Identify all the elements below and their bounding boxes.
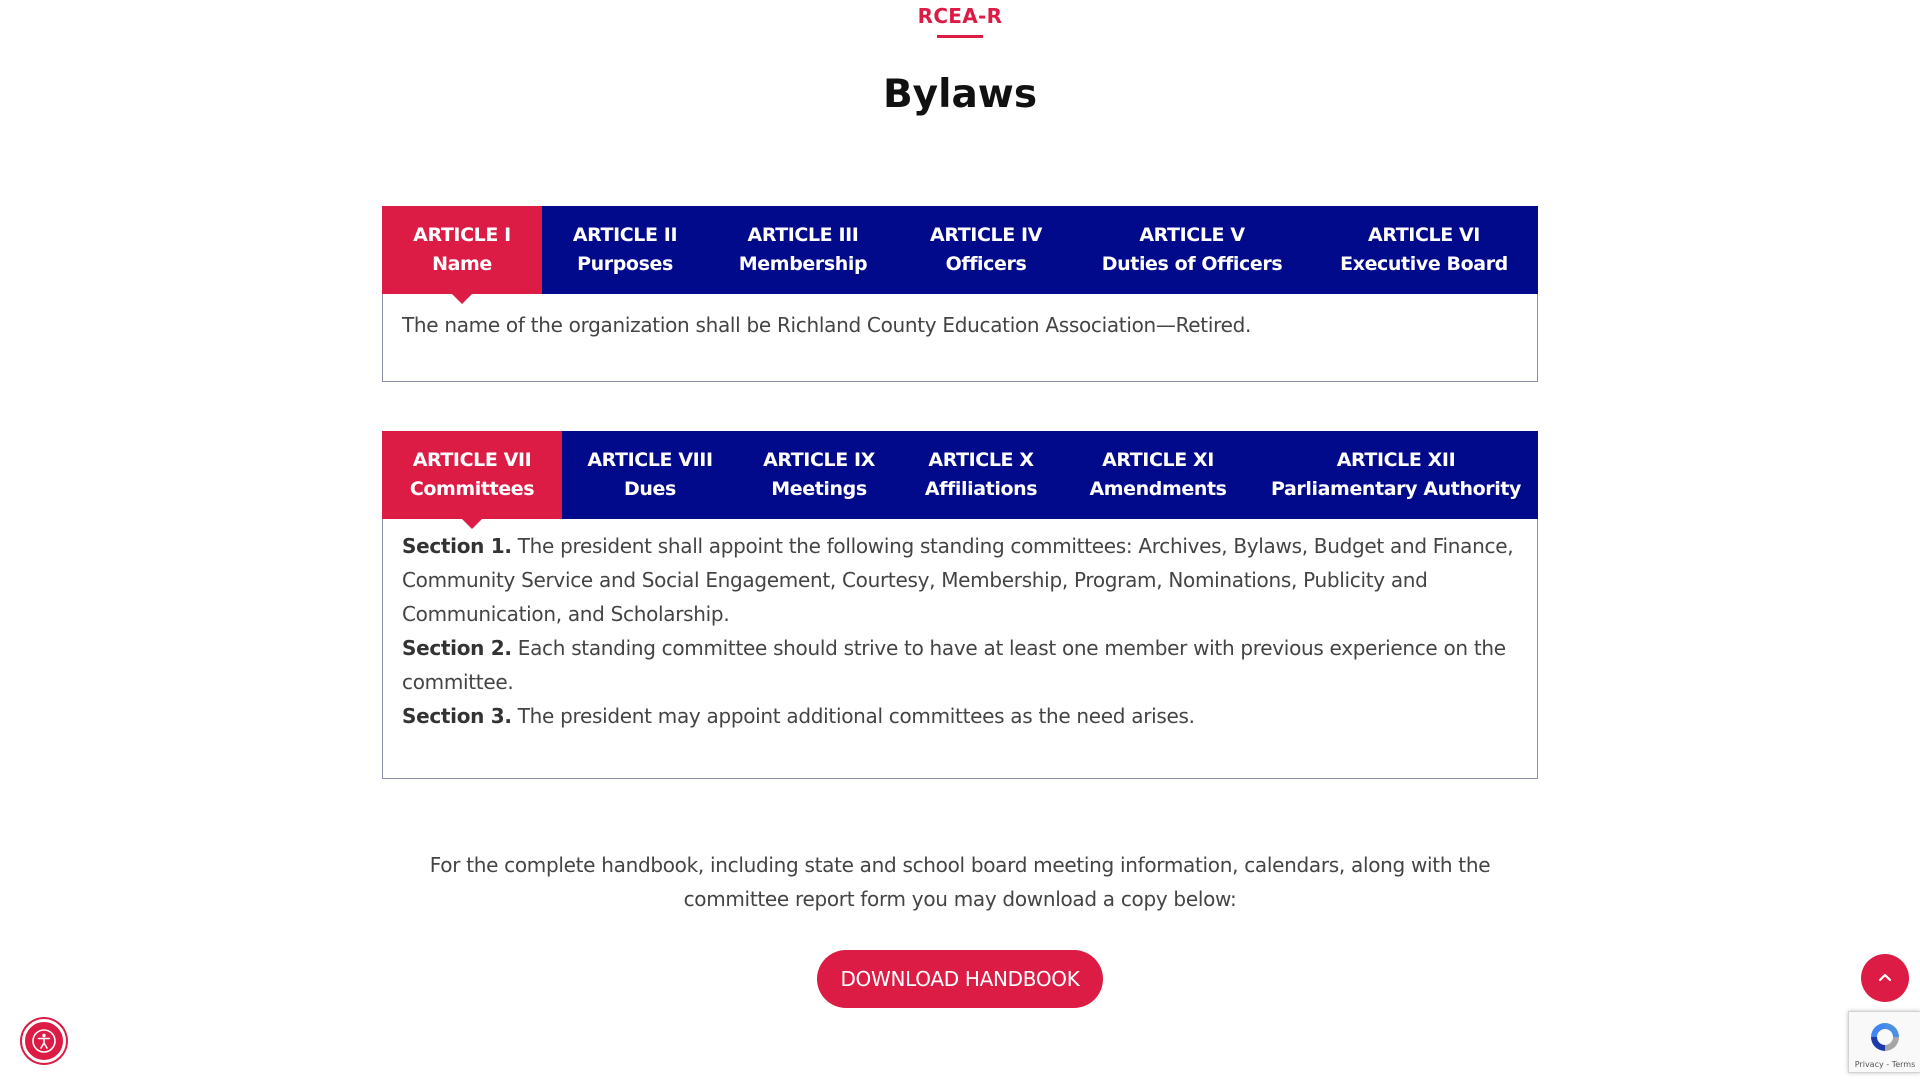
section-text: Each standing committee should strive to have at least one member with previous experience on the committee. — [402, 636, 1506, 694]
accessibility-icon — [31, 1028, 57, 1054]
download-handbook-button[interactable]: DOWNLOAD HANDBOOK — [817, 950, 1103, 1008]
recaptcha-badge[interactable] — [1848, 1011, 1920, 1073]
tab-article-number: ARTICLE VII — [412, 449, 532, 471]
tab-article-2[interactable] — [542, 206, 708, 294]
tab-article-title: Affiliations — [924, 478, 1038, 500]
chevron-up-icon — [1877, 970, 1893, 986]
tab-article-number: ARTICLE I — [413, 224, 511, 246]
tab-article-title: Name — [432, 253, 492, 275]
tab-article-number: ARTICLE IX — [763, 449, 875, 471]
tab-article-3[interactable] — [708, 206, 898, 294]
bylaws-tabs-group-1 — [382, 206, 1538, 382]
tab-article-number: ARTICLE X — [928, 449, 1034, 471]
tab-article-number: ARTICLE VIII — [587, 449, 713, 471]
section-text: The president shall appoint the following standing committees: Archives, Bylaws, Budget and Finance, Community Service and Social Engagement, Courtesy, Membership, Program, Nominations, Publicity and Communication, and Scholarship. — [402, 534, 1514, 626]
section-label: Section 2. — [402, 636, 512, 660]
tab-bar — [382, 206, 1538, 294]
tab-article-10[interactable] — [900, 431, 1062, 519]
tab-article-number: ARTICLE VI — [1368, 224, 1480, 246]
tab-article-7[interactable] — [382, 431, 562, 519]
tab-article-title: Executive Board — [1340, 253, 1508, 275]
tab-article-number: ARTICLE IV — [930, 224, 1042, 246]
tab-article-title: Duties of Officers — [1101, 253, 1283, 275]
eyebrow-label: RCEA-R — [917, 4, 1003, 28]
tab-bar — [382, 431, 1538, 519]
tab-article-5[interactable] — [1074, 206, 1310, 294]
tab-article-title: Dues — [624, 478, 676, 500]
bylaws-tabs-group-2 — [382, 431, 1538, 779]
scroll-to-top-button[interactable] — [1861, 954, 1909, 1002]
article-content: The name of the organization shall be Richland County Education Association—Retired. — [402, 313, 1252, 337]
tab-article-number: ARTICLE XII — [1336, 449, 1456, 471]
tab-panel-article-1 — [382, 294, 1538, 382]
tab-article-title: Parliamentary Authority — [1271, 478, 1521, 500]
page-title: Bylaws — [882, 72, 1038, 117]
section-paragraph — [402, 631, 1518, 699]
tab-article-title: Membership — [738, 253, 868, 275]
recaptcha-links[interactable]: Privacy - Terms — [1854, 1060, 1916, 1069]
tab-article-8[interactable] — [562, 431, 738, 519]
section-text: The president may appoint additional committees as the need arises. — [517, 704, 1195, 728]
tab-article-title: Purposes — [577, 253, 673, 275]
tab-article-9[interactable] — [738, 431, 900, 519]
section-label: Section 3. — [402, 704, 512, 728]
tab-article-12[interactable] — [1254, 431, 1538, 519]
accessibility-button[interactable] — [22, 1019, 66, 1063]
tab-article-number: ARTICLE II — [572, 224, 678, 246]
tab-article-title: Meetings — [771, 478, 867, 500]
tab-panel-article-7 — [382, 519, 1538, 779]
tab-article-number: ARTICLE V — [1139, 224, 1245, 246]
tab-article-11[interactable] — [1062, 431, 1254, 519]
tab-article-number: ARTICLE III — [747, 224, 859, 246]
handbook-note: For the complete handbook, including state and school board meeting information, calendars, along with the committee report form you may download a copy below: — [429, 853, 1491, 911]
section-paragraph — [402, 699, 1518, 733]
tab-article-number: ARTICLE XI — [1102, 449, 1214, 471]
tab-article-1[interactable] — [382, 206, 542, 294]
recaptcha-icon — [1867, 1019, 1903, 1055]
eyebrow-underline — [937, 35, 983, 38]
tab-article-title: Amendments — [1089, 478, 1227, 500]
section-paragraph — [402, 529, 1518, 631]
tab-article-4[interactable] — [898, 206, 1074, 294]
tab-article-6[interactable] — [1310, 206, 1538, 294]
section-label: Section 1. — [402, 534, 512, 558]
tab-article-title: Committees — [409, 478, 535, 500]
tab-article-title: Officers — [945, 253, 1027, 275]
